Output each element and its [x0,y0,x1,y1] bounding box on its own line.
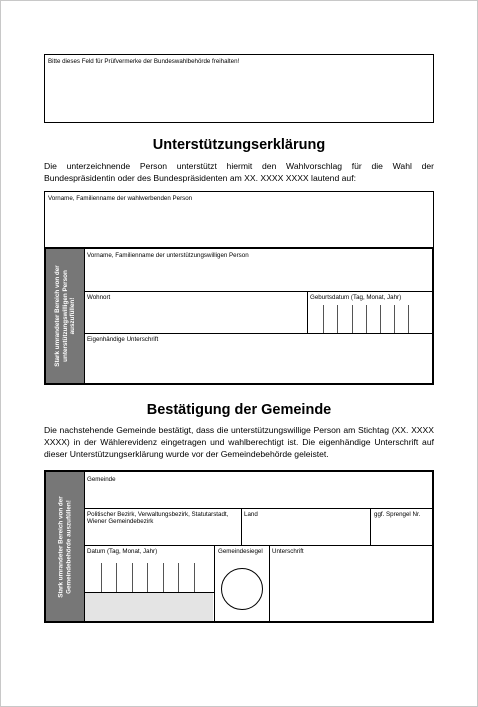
supporter-row-divider-2 [84,333,432,334]
birthdate-tick [380,305,381,333]
office-review-field [44,54,434,123]
birthdate-divider [307,291,308,333]
birthdate-tick [352,305,353,333]
seal-circle [221,568,263,610]
precinct-divider [370,508,371,545]
date-tick [101,563,102,592]
birthdate-tick [408,305,409,333]
date-tick [147,563,148,592]
seal-divider-right [269,545,270,621]
signature-label: Eigenhändige Unterschrift [87,336,159,343]
supporter-side-label: Stark umrandeter Bereich von der unterstützungswilligen Person auszufüllen! [53,265,76,367]
declaration-title: Unterstützungserklärung [152,137,326,153]
date-tick [178,563,179,592]
supporter-row-divider-1 [84,291,432,292]
municipality-signature-label: Unterschrift [272,548,304,555]
supporter-name-label: Vorname, Familienname der unterstützungswilligen Person [87,252,249,259]
birthdate-label: Geburtsdatum (Tag, Monat, Jahr) [310,294,402,301]
district-label: Politischer Bezirk, Verwaltungsbezirk, Statutarstadt, Wiener Gemeindebezirk [87,511,229,525]
state-divider [241,508,242,545]
supporter-side-bar [46,249,84,383]
date-tick [194,563,195,592]
municipality-block [44,470,434,623]
municipality-side-bar [46,472,84,621]
confirmation-text: Die nachstehende Gemeinde bestätigt, dass die unterstützungswillige Person am Stichtag (XX. XXXX XXXX) in der Wählerevidenz eingetragen und wahlberechtigt ist. Die eigenhändige Unterschrift auf dieser Unterstützungserklärung wurde vor der Gemeindebehörde geleistet. [44,425,434,459]
municipality-label: Gemeinde [87,476,116,483]
birthdate-tick [366,305,367,333]
address-label: Wohnort [87,294,111,301]
seal-label: Gemeindesiegel [218,548,263,555]
birthdate-tick [394,305,395,333]
confirmation-title: Bestätigung der Gemeinde [146,402,332,418]
municipality-row-divider-2 [84,545,432,546]
declaration-text: Die unterzeichnende Person unterstützt hiermit den Wahlvorschlag für die Wahl der Bundespräsidentin oder des Bundespräsidenten am XX. XXXX XXXX lautend auf: [44,161,434,183]
office-review-note: Bitte dieses Feld für Prüfvermerke der Bundeswahlbehörde freihalten! [48,58,240,65]
date-label: Datum (Tag, Monat, Jahr) [87,548,158,555]
date-tick [163,563,164,592]
birthdate-tick [337,305,338,333]
precinct-label: ggf. Sprengel Nr. [374,511,421,518]
birthdate-tick [323,305,324,333]
date-shaded-area [85,592,213,621]
supporter-divider-vertical [84,249,85,383]
date-baseline [84,592,214,593]
municipality-side-label: Stark umrandeter Bereich von der Gemeindebehörde auszufüllen! [57,495,72,598]
date-tick [132,563,133,592]
municipality-row-divider-1 [84,508,432,509]
candidate-name-label: Vorname, Familienname der wahlwerbenden Person [48,195,193,202]
candidate-name-field[interactable] [44,191,434,248]
date-tick [116,563,117,592]
supporter-block [44,247,434,385]
seal-divider-left [214,545,215,621]
state-label: Land [244,511,258,518]
